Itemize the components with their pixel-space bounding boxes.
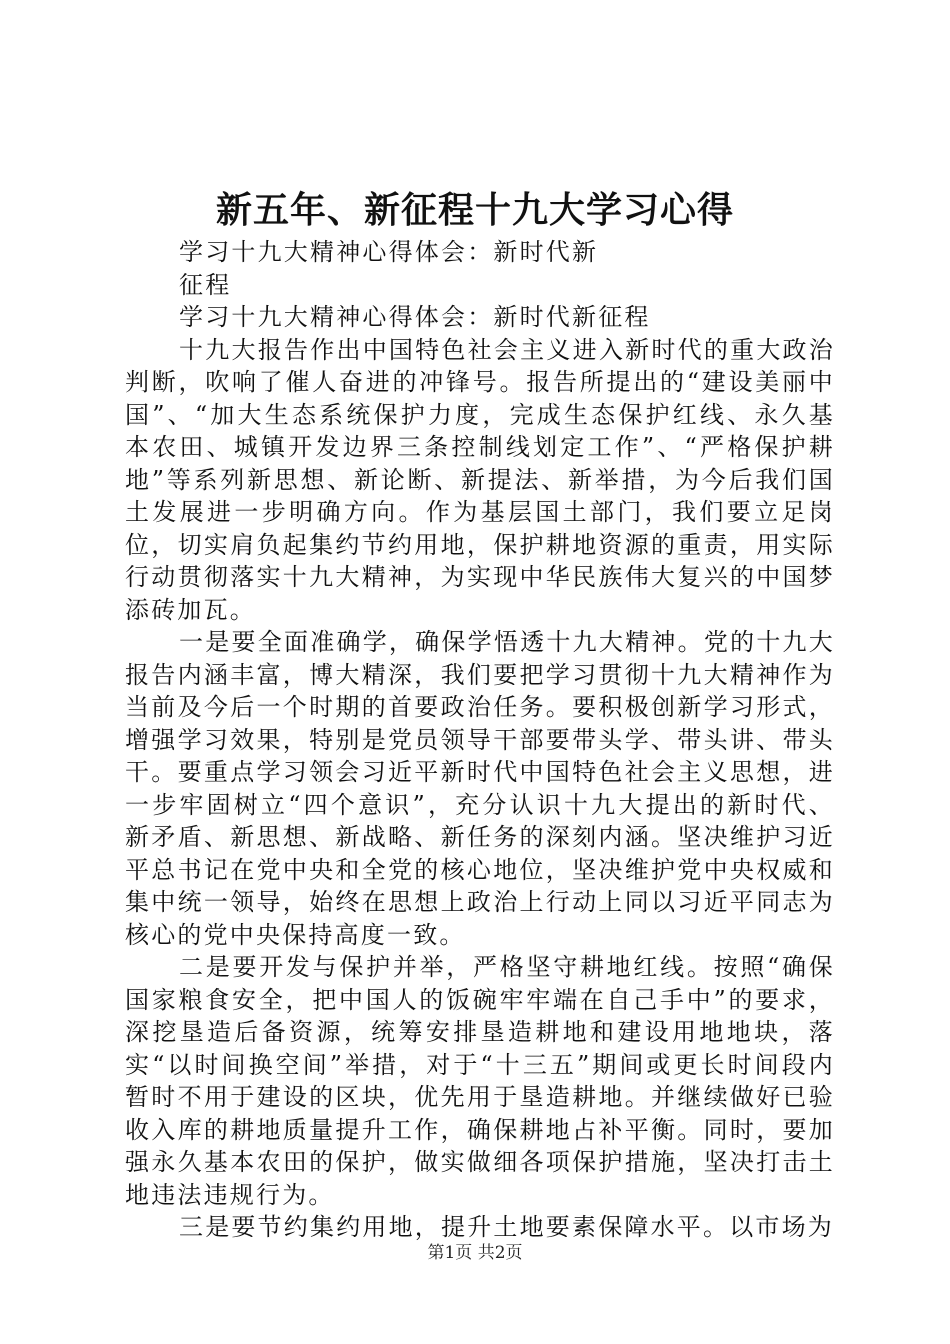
paragraph-intro: 十九大报告作出中国特色社会主义进入新时代的重大政治判断，吹响了催人奋进的冲锋号。报告所提出的“建设美丽中国”、“加大生态系统保护力度，完成生态保护红线、永久基本农田、城镇开发边界三条控制线划定工作”、“严格保护耕地”等系列新思想、新论断、新提法、新举措，为今后我们国土发展进一步明确方向。作为基层国土部门，我们要立足岗位，切实肩负起集约节约用地，保护耕地资源的重责，用实际行动贯彻落实十九大精神，为实现中华民族伟大复兴的中国梦添砖加瓦。 (125, 335, 835, 624)
paragraph-point-two: 二是要开发与保护并举，严格坚守耕地红线。按照“确保国家粮食安全，把中国人的饭碗牢牢端在自己手中”的要求，深挖垦造后备资源，统筹安排垦造耕地和建设用地地块，落实“以时间换空间”举措，对于“十三五”期间或更长时间段内暂时不用于建设的区块，优先用于垦造耕地。并继续做好已验收入库的耕地质量提升工作，确保耕地占补平衡。同时，要加强永久基本农田的保护，做实做细各项保护措施，坚决打击土地违法违规行为。 (125, 953, 835, 1209)
subtitle-wrapped: 学习十九大精神心得体会：新时代新征程 (179, 238, 599, 299)
page-number-footer: 第1页 共2页 (427, 1243, 523, 1263)
paragraph-point-three: 三是要节约集约用地，提升土地要素保障水平。以市场为 (179, 1213, 834, 1241)
document-body (125, 236, 835, 1244)
document-title: 新五年、新征程十九大学习心得 (215, 189, 734, 231)
paragraph-point-one: 一是要全面准确学，确保学悟透十九大精神。党的十九大报告内涵丰富，博大精深，我们要把学习贯彻十九大精神作为当前及今后一个时期的首要政治任务。要积极创新学习形式，增强学习效果，特别是党员领导干部要带头学、带头讲、带头干。要重点学习领会习近平新时代中国特色社会主义思想，进一步牢固树立“四个意识”，充分认识十九大提出的新时代、新矛盾、新思想、新战略、新任务的深刻内涵。坚决维护习近平总书记在党中央和全党的核心地位，坚决维护党中央权威和集中统一领导，始终在思想上政治上行动上同以习近平同志为核心的党中央保持高度一致。 (125, 628, 835, 949)
subtitle: 学习十九大精神心得体会：新时代新征程 (179, 303, 651, 331)
